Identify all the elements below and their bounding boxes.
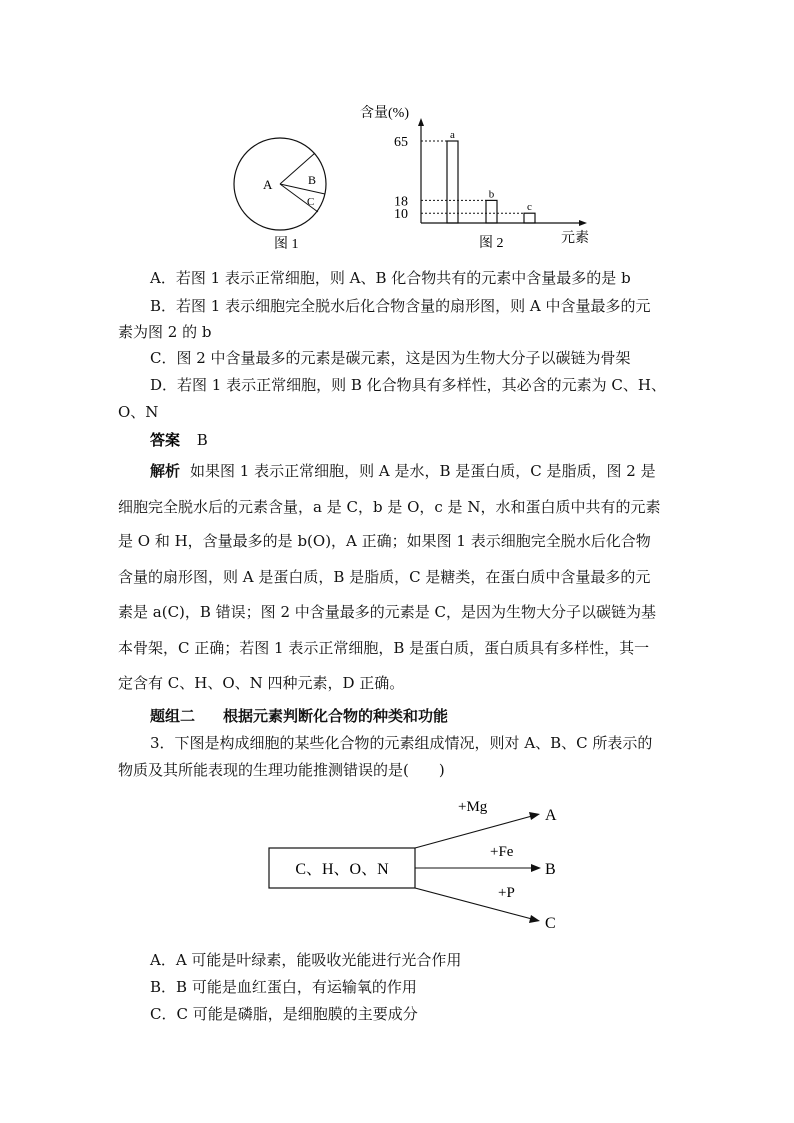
bar-label-c: c	[527, 201, 532, 214]
bar-c	[524, 213, 535, 223]
group2-title: 根据元素判断化合物的种类和功能	[223, 707, 449, 725]
chart-y-axis-arrow	[418, 118, 424, 126]
figure1-caption: 图 1	[274, 237, 299, 252]
analysis-text: 如果图 1 表示正常细胞，则 A 是水，B 是蛋白质，C 是脂质，图 2 是	[190, 462, 656, 480]
q2-option-d-line1: D．若图 1 表示正常细胞，则 B 化合物具有多样性，其必含的元素为 C、H、	[150, 376, 666, 394]
diagram-box-label: C、H、O、N	[295, 861, 389, 878]
figure2-caption: 图 2	[479, 236, 504, 250]
analysis-line4: 含量的扇形图，则 A 是蛋白质，B 是脂质，C 是糖类，在蛋白质中含量最多的元	[118, 568, 651, 586]
answer-label: 答案	[150, 431, 181, 449]
figure2-bar-chart	[355, 100, 595, 250]
q3-option-b: B．B 可能是血红蛋白，有运输氧的作用	[150, 978, 417, 996]
bar-b	[486, 200, 497, 223]
bar-a	[447, 141, 458, 223]
bar-label-b: b	[488, 188, 495, 201]
y-tick-label: 10	[394, 207, 408, 223]
analysis-line3: 是 O 和 H，含量最多的是 b(O)，A 正确；如果图 1 表示细胞完全脱水后化合物	[118, 532, 651, 550]
y-tick-label: 65	[394, 135, 408, 150]
label-plus-p: +P	[498, 885, 515, 901]
q2-option-d-line2: O、N	[118, 403, 159, 421]
arrowhead-a	[529, 812, 540, 820]
analysis-label: 解析	[150, 462, 181, 480]
figure1-pie	[228, 132, 338, 257]
q2-option-c: C．图 2 中含量最多的元素是碳元素，这是因为生物大分子以碳链为骨架	[150, 349, 631, 367]
analysis-line6: 本骨架，C 正确；若图 1 表示正常细胞，B 是蛋白质，蛋白质具有多样性，其一	[118, 639, 650, 657]
target-b: B	[545, 861, 556, 878]
arrowhead-b	[531, 864, 541, 872]
answer	[150, 430, 208, 450]
q3-option-a: A．A 可能是叶绿素，能吸收光能进行光合作用	[150, 951, 462, 969]
q3-element-diagram	[262, 790, 572, 940]
bar-label-a: a	[450, 129, 455, 141]
analysis-line2: 细胞完全脱水后的元素含量，a 是 C，b 是 O，c 是 N，水和蛋白质中共有的元素	[118, 498, 661, 516]
pie-label-a: A	[263, 177, 273, 192]
q3-stem-line2: 物质及其所能表现的生理功能推测错误的是( )	[118, 761, 445, 779]
chart-x-axis-arrow	[579, 220, 587, 226]
target-a: A	[545, 807, 557, 824]
q3-stem-line1: 3．下图是构成细胞的某些化合物的元素组成情况，则对 A、B、C 所表示的	[150, 734, 653, 752]
analysis-line7: 定含有 C、H、O、N 四种元素，D 正确。	[118, 674, 405, 692]
label-plus-fe: +Fe	[490, 844, 514, 860]
answer-value: B	[196, 431, 208, 449]
pie-label-c: C	[307, 196, 315, 208]
group2-label: 题组二	[150, 707, 196, 725]
q2-option-b-line2: 素为图 2 的 b	[118, 323, 212, 341]
analysis-line1	[150, 461, 656, 481]
q2-option-a: A．若图 1 表示正常细胞，则 A、B 化合物共有的元素中含量最多的是 b	[150, 269, 631, 287]
arrowhead-c	[529, 915, 540, 923]
label-plus-mg: +Mg	[458, 799, 488, 815]
chart-ylabel: 含量(%)	[360, 106, 409, 121]
group2-heading	[150, 706, 448, 726]
q2-option-b-line1: B．若图 1 表示细胞完全脱水后化合物含量的扇形图，则 A 中含量最多的元	[150, 297, 651, 315]
y-tick-label: 18	[394, 194, 408, 210]
pie-label-b: B	[308, 173, 317, 187]
arrow-to-a	[415, 816, 532, 848]
chart-xlabel: 元素	[561, 231, 589, 246]
target-c: C	[545, 915, 556, 932]
q3-option-c: C．C 可能是磷脂，是细胞膜的主要成分	[150, 1005, 418, 1023]
analysis-line5: 素是 a(C)，B 错误；图 2 中含量最多的元素是 C，是因为生物大分子以碳链为基	[118, 603, 657, 621]
